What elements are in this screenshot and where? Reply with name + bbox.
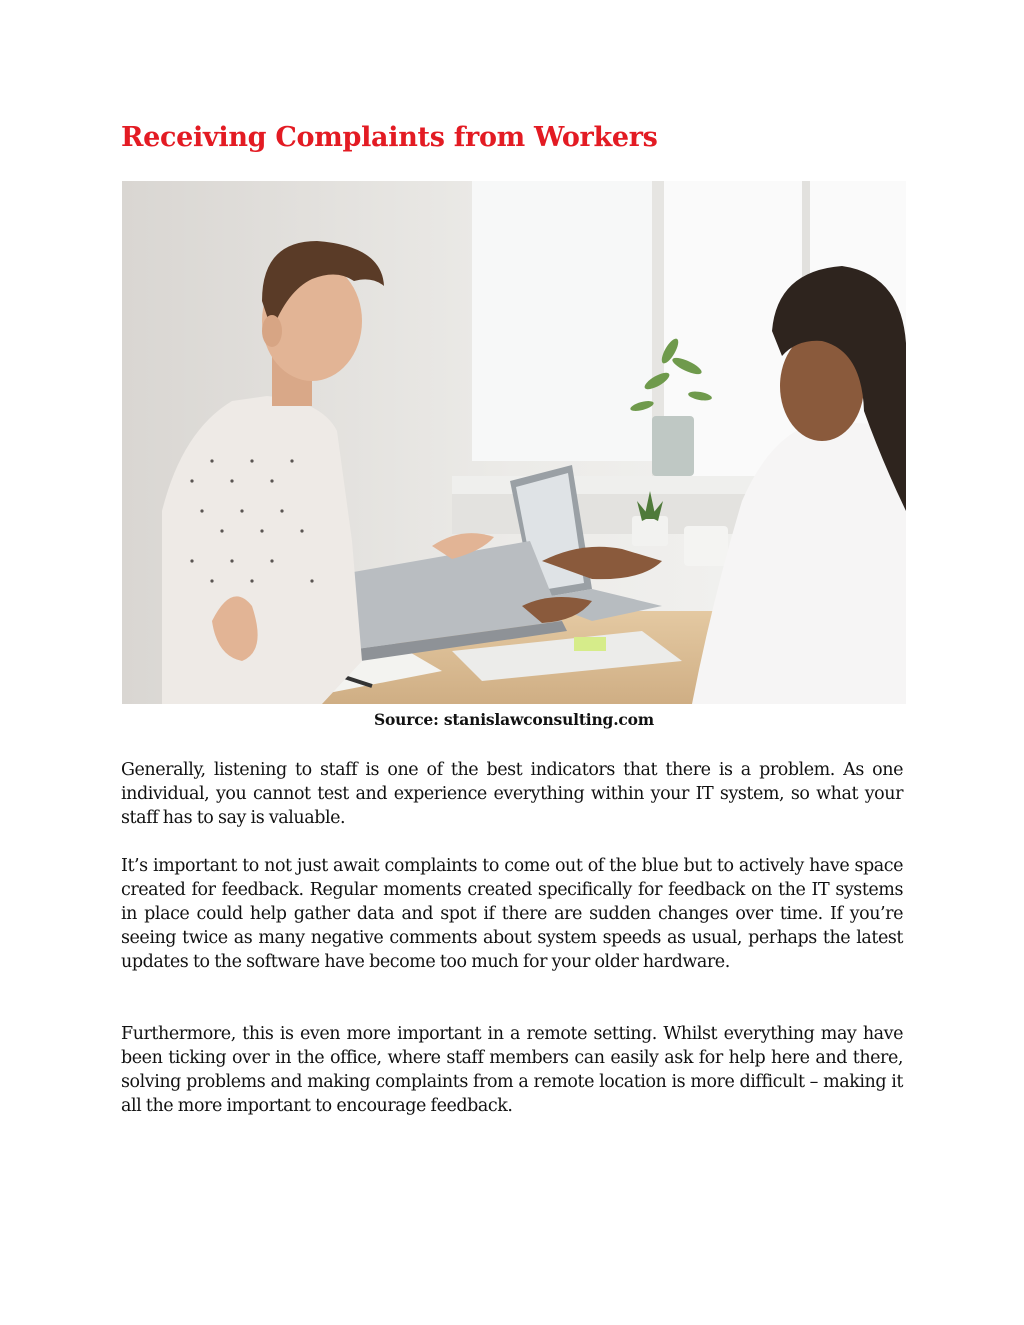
paragraph-listening-to-staff: Generally, listening to staff is one of the best indicators that there is a problem. As one individual, you cannot test and experience everything within your IT system, so what your staff has to say is valuable. (121, 760, 903, 828)
paragraph-remote-setting: Furthermore, this is even more important in a remote setting. Whilst everything may have been ticking over in the office, where staff members can easily ask for help here and there, solving problems and making complaints from a remote location is more difficult – making it all the more important to encourage feedback. (121, 1024, 903, 1116)
image-caption: Source: stanislawconsulting.com (374, 710, 654, 729)
office-discussion-photo (122, 181, 906, 704)
paragraph-feedback-space: It’s important to not just await complaints to come out of the blue but to actively have space created for feedback. Regular moments created specifically for feedback on the IT systems in place could help gather data and spot if there are sudden changes over time. If you’re seeing twice as many negative comments about system speeds as usual, perhaps the latest updates to the software have become too much for your older hardware. (121, 856, 903, 972)
page-title: Receiving Complaints from Workers (121, 122, 658, 153)
